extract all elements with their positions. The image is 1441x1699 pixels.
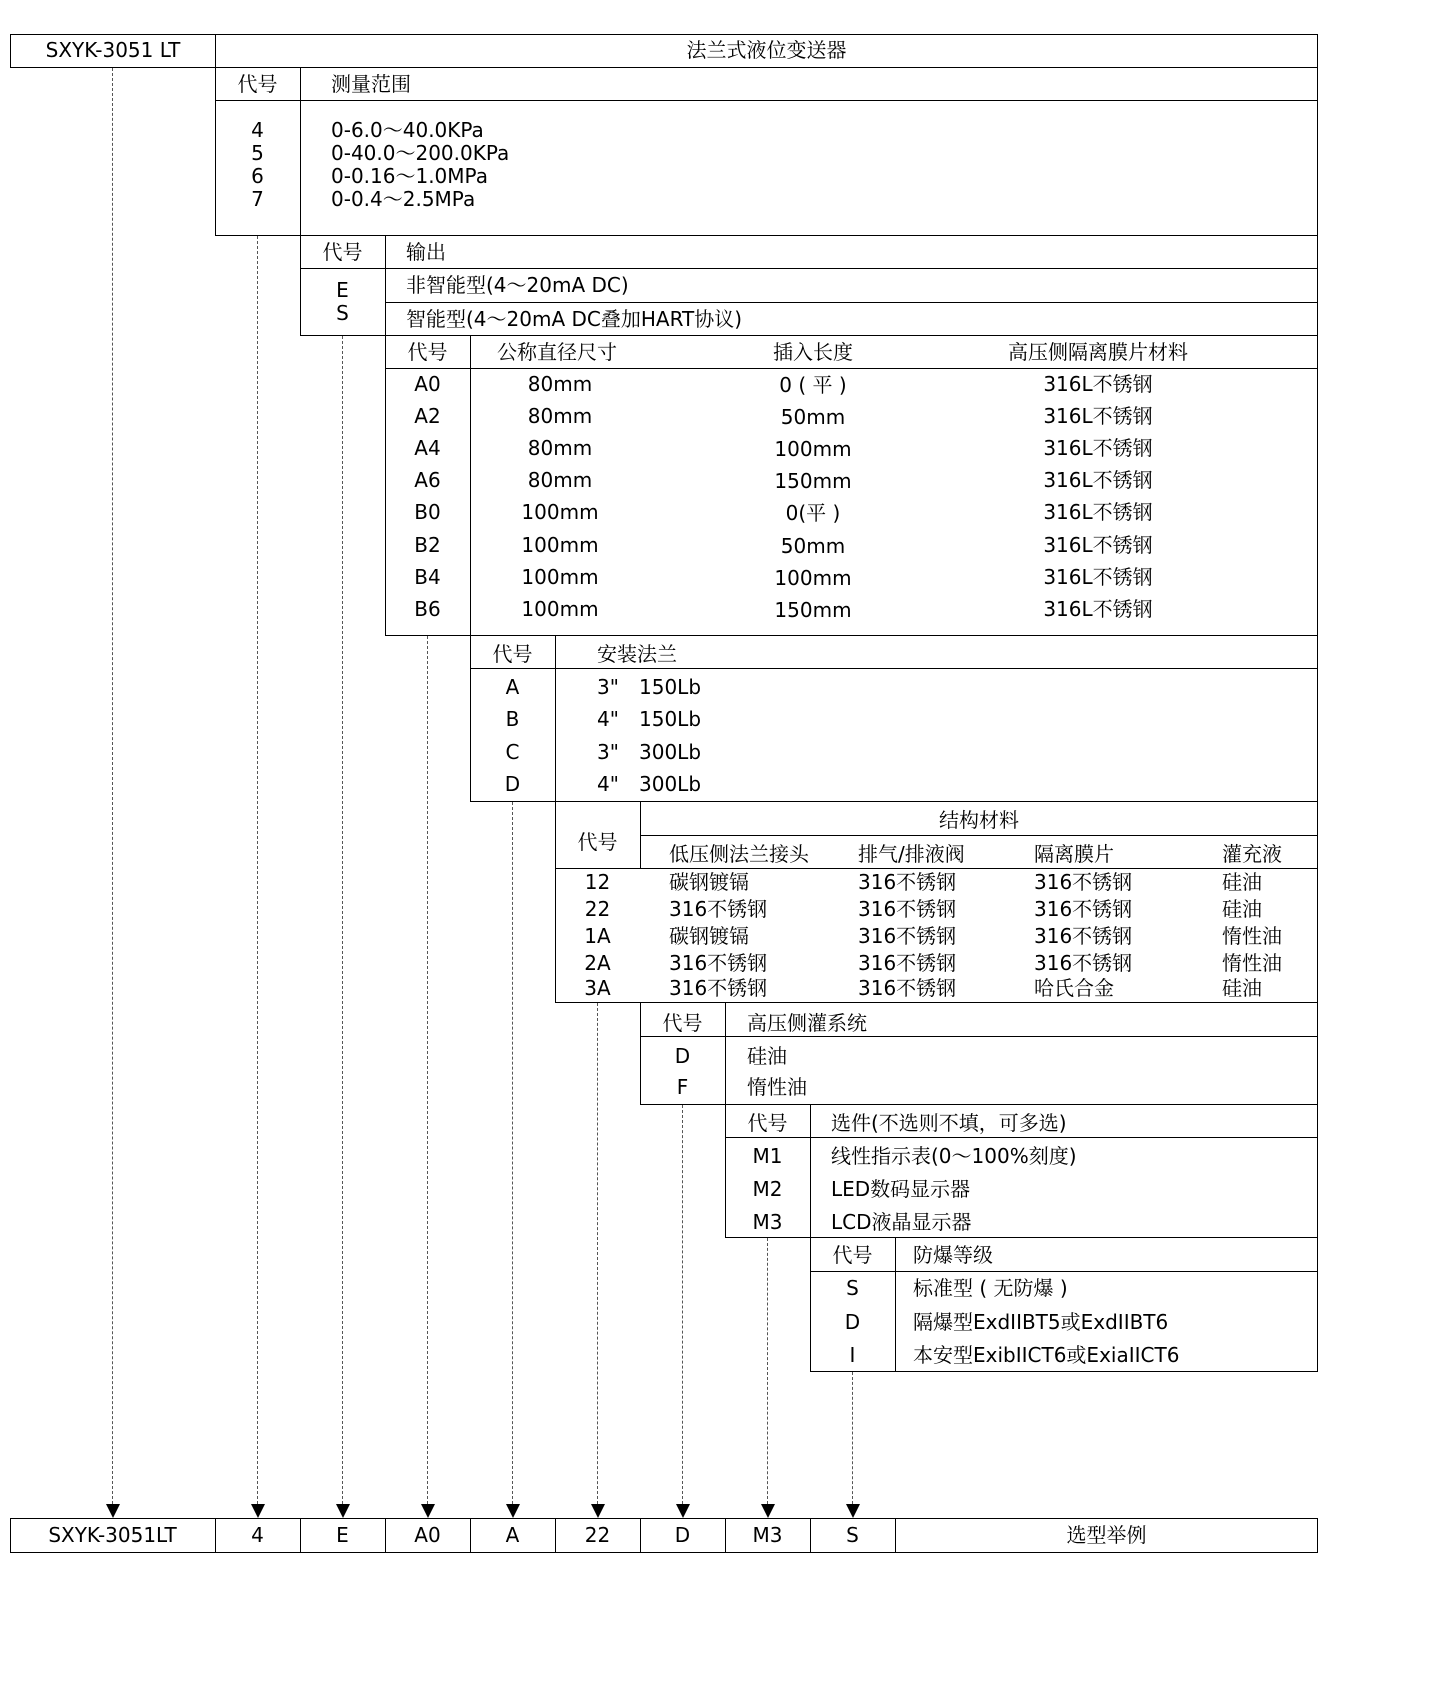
range-code: 4: [251, 118, 264, 142]
range-value: 0-0.4～2.5MPa: [331, 187, 476, 211]
mount-inch: 3": [597, 675, 619, 699]
structure-valve: 316不锈钢: [858, 976, 957, 1000]
down-arrow-icon: [761, 1504, 775, 1518]
mount-class: 150Lb: [639, 675, 702, 699]
example-cell-model: SXYK-3051LT: [48, 1523, 177, 1547]
size-diameter: 100mm: [521, 564, 599, 589]
size-diameter: 100mm: [521, 500, 599, 525]
down-arrow-icon: [336, 1504, 350, 1518]
size-code-header: 代号: [407, 340, 448, 364]
mount-code: B: [505, 707, 520, 732]
structure-code: 2A: [584, 951, 611, 975]
range-value: 0-0.16～1.0MPa: [331, 164, 488, 188]
size-header-material: 高压侧隔离膜片材料: [1008, 340, 1188, 364]
explosion-value: 本安型ExibIICT6或ExiaIICT6: [913, 1343, 1180, 1367]
size-material: 316L不锈钢: [1043, 468, 1153, 493]
size-diameter: 80mm: [527, 436, 593, 461]
size-header-diameter: 公称直径尺寸: [497, 340, 617, 364]
mount-code: D: [504, 771, 521, 796]
example-cell-output: E: [336, 1523, 349, 1547]
size-diameter: 80mm: [527, 468, 593, 493]
mount-inch: 4": [597, 771, 619, 796]
example-cell-flange: A: [505, 1523, 520, 1547]
mount-code: C: [505, 739, 520, 764]
structure-fill: 硅油: [1222, 897, 1262, 921]
example-cell-fill: D: [674, 1523, 691, 1547]
structure-header-fill: 灌充液: [1222, 842, 1282, 866]
structure-diaphragm: 316不锈钢: [1034, 897, 1133, 921]
structure-low-flange: 碳钢镀镉: [669, 924, 749, 948]
size-length: 0(平 ): [785, 501, 841, 526]
fill-title: 高压侧灌系统: [747, 1011, 867, 1035]
structure-header-diaphragm: 隔离膜片: [1034, 842, 1114, 866]
structure-header-valve: 排气/排液阀: [858, 842, 965, 866]
size-length: 150mm: [774, 469, 852, 494]
explosion-code: D: [844, 1310, 861, 1334]
structure-valve: 316不锈钢: [858, 897, 957, 921]
structure-header-low-flange: 低压侧法兰接头: [669, 842, 809, 866]
fill-code: F: [676, 1075, 689, 1099]
size-diameter: 80mm: [527, 372, 593, 396]
structure-code: 12: [584, 870, 611, 894]
range-code: 6: [251, 164, 264, 188]
explosion-title: 防爆等级: [913, 1243, 993, 1267]
example-cell-range: 4: [251, 1523, 264, 1547]
structure-low-flange: 316不锈钢: [669, 897, 768, 921]
output-code: S: [336, 301, 349, 325]
structure-code: 3A: [584, 976, 611, 1000]
size-material: 316L不锈钢: [1043, 372, 1153, 396]
mount-inch: 3": [597, 739, 619, 764]
options-code-header: 代号: [747, 1111, 788, 1135]
structure-low-flange: 316不锈钢: [669, 976, 768, 1000]
structure-valve: 316不锈钢: [858, 924, 957, 948]
mount-class: 150Lb: [639, 707, 702, 732]
mount-code: A: [505, 675, 520, 699]
explosion-value: 标准型 ( 无防爆 ): [913, 1276, 1068, 1300]
structure-valve: 316不锈钢: [858, 951, 957, 975]
example-cell-size: A0: [414, 1523, 441, 1547]
size-material: 316L不锈钢: [1043, 500, 1153, 525]
size-length: 50mm: [780, 533, 846, 558]
structure-diaphragm: 316不锈钢: [1034, 951, 1133, 975]
size-material: 316L不锈钢: [1043, 436, 1153, 461]
option-code: M3: [752, 1210, 783, 1234]
output-title: 输出: [406, 240, 446, 264]
option-value: 线性指示表(0～100%刻度): [831, 1144, 1077, 1168]
size-code: B6: [414, 596, 441, 621]
output-value: 智能型(4～20mA DC叠加HART协议): [406, 307, 743, 331]
structure-diaphragm: 316不锈钢: [1034, 870, 1133, 894]
structure-fill: 硅油: [1222, 870, 1262, 894]
mount-class: 300Lb: [639, 739, 702, 764]
down-arrow-icon: [591, 1504, 605, 1518]
fill-code-header: 代号: [662, 1011, 703, 1035]
down-arrow-icon: [846, 1504, 860, 1518]
mount-class: 300Lb: [639, 771, 702, 796]
size-header-length: 插入长度: [773, 340, 853, 364]
option-value: LCD液晶显示器: [831, 1210, 972, 1234]
size-code: A4: [414, 436, 441, 461]
example-cell-explosion: S: [846, 1523, 859, 1547]
size-length: 50mm: [780, 405, 846, 430]
output-value: 非智能型(4～20mA DC): [406, 273, 629, 297]
down-arrow-icon: [506, 1504, 520, 1518]
structure-low-flange: 316不锈钢: [669, 951, 768, 975]
size-diameter: 100mm: [521, 596, 599, 621]
output-code-header: 代号: [322, 240, 363, 264]
size-code: A2: [414, 404, 441, 429]
page-title: 法兰式液位变送器: [686, 38, 847, 62]
size-code: B0: [414, 500, 441, 525]
size-code: A0: [414, 372, 441, 396]
structure-valve: 316不锈钢: [858, 870, 957, 894]
structure-fill: 硅油: [1222, 976, 1262, 1000]
output-code: E: [336, 278, 349, 302]
structure-title: 结构材料: [939, 808, 1019, 832]
size-material: 316L不锈钢: [1043, 532, 1153, 557]
down-arrow-icon: [106, 1504, 120, 1518]
mount-code-header: 代号: [492, 642, 533, 666]
option-value: LED数码显示器: [831, 1177, 971, 1201]
down-arrow-icon: [676, 1504, 690, 1518]
structure-code-header: 代号: [577, 830, 618, 854]
structure-diaphragm: 哈氏合金: [1034, 976, 1114, 1000]
structure-low-flange: 碳钢镀镉: [669, 870, 749, 894]
fill-value: 惰性油: [747, 1075, 807, 1099]
options-title: 选件(不选则不填，可多选): [831, 1111, 1067, 1135]
fill-value: 硅油: [747, 1044, 787, 1068]
explosion-value: 隔爆型ExdIIBT5或ExdIIBT6: [913, 1310, 1169, 1334]
option-code: M2: [752, 1177, 783, 1201]
size-material: 316L不锈钢: [1043, 564, 1153, 589]
explosion-code-header: 代号: [832, 1243, 873, 1267]
size-material: 316L不锈钢: [1043, 596, 1153, 621]
structure-code: 22: [584, 897, 611, 921]
model-name: SXYK-3051 LT: [45, 38, 181, 62]
range-code: 7: [251, 187, 264, 211]
down-arrow-icon: [421, 1504, 435, 1518]
size-diameter: 80mm: [527, 404, 593, 429]
example-cell-option: M3: [752, 1523, 783, 1547]
range-value: 0-6.0～40.0KPa: [331, 118, 484, 142]
example-cell-structure: 22: [584, 1523, 611, 1547]
explosion-code: S: [846, 1276, 859, 1300]
size-length: 0 ( 平 ): [779, 373, 847, 397]
mount-inch: 4": [597, 707, 619, 732]
fill-section: [640, 1002, 1318, 1105]
explosion-code: I: [849, 1343, 856, 1367]
structure-fill: 惰性油: [1222, 951, 1282, 975]
structure-code: 1A: [584, 924, 611, 948]
size-length: 100mm: [774, 565, 852, 590]
size-code: B4: [414, 564, 441, 589]
option-code: M1: [752, 1144, 783, 1168]
example-label: 选型举例: [1066, 1523, 1147, 1547]
size-code: B2: [414, 532, 441, 557]
range-title: 测量范围: [331, 72, 411, 96]
structure-diaphragm: 316不锈钢: [1034, 924, 1133, 948]
size-code: A6: [414, 468, 441, 493]
size-length: 150mm: [774, 597, 852, 622]
size-material: 316L不锈钢: [1043, 404, 1153, 429]
structure-fill: 惰性油: [1222, 924, 1282, 948]
size-length: 100mm: [774, 437, 852, 462]
size-diameter: 100mm: [521, 532, 599, 557]
range-code-header: 代号: [237, 72, 278, 96]
down-arrow-icon: [251, 1504, 265, 1518]
fill-code: D: [674, 1044, 691, 1068]
range-code: 5: [251, 141, 264, 165]
mount-title: 安装法兰: [597, 642, 677, 666]
range-value: 0-40.0～200.0KPa: [331, 141, 510, 165]
